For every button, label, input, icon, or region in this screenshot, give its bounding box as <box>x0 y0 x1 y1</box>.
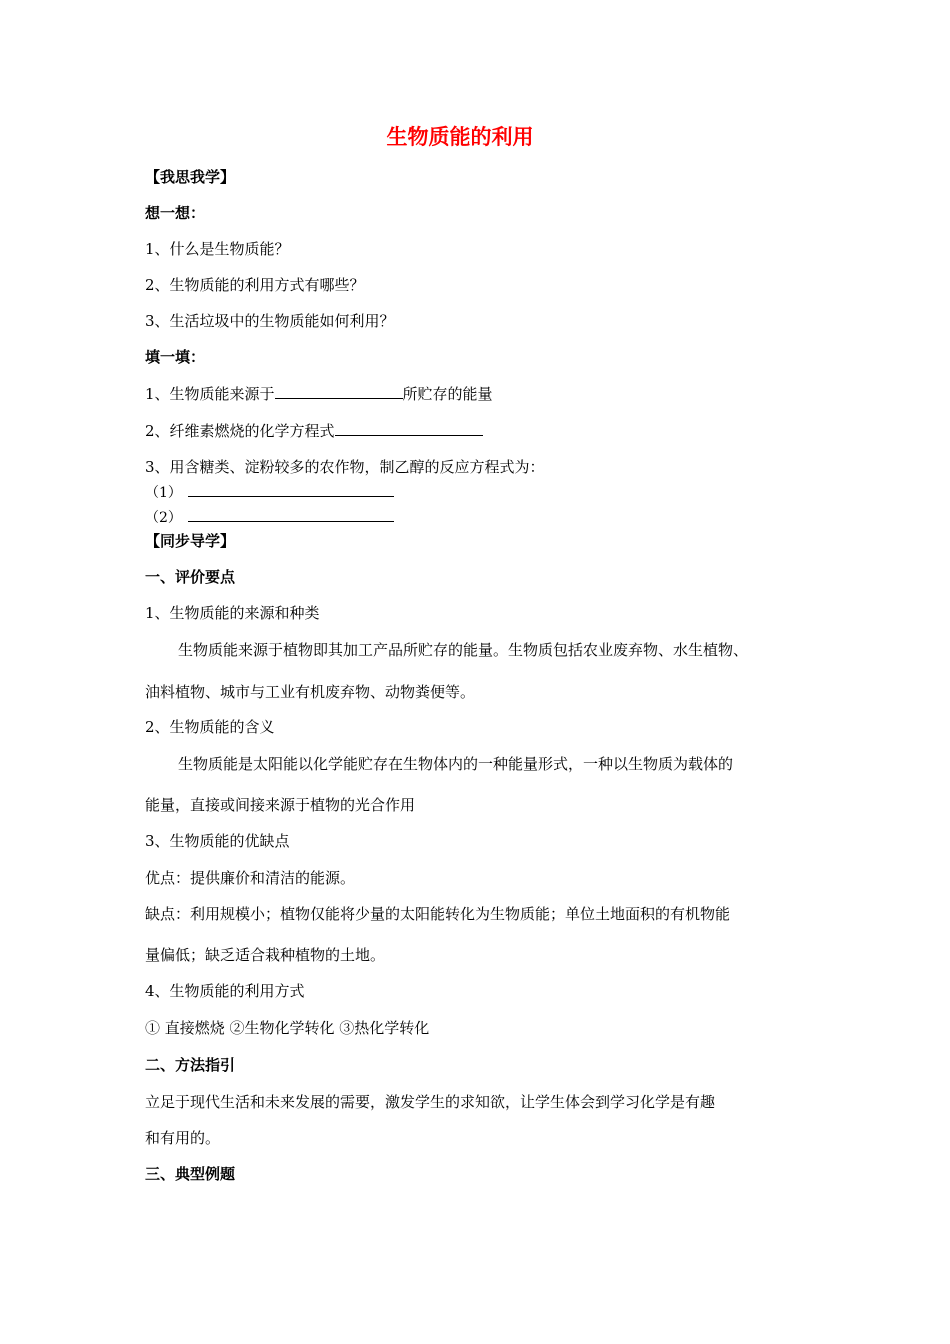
fill-q1-prefix: 1、生物质能来源于 <box>145 385 275 403</box>
part-3-heading: 三、典型例题 <box>145 1165 236 1183</box>
answer-blank[interactable] <box>335 420 483 436</box>
answer-blank[interactable] <box>188 481 394 497</box>
disadvantages-text-line-1: 缺点：利用规模小；植物仅能将少量的太阳能转化为生物质能；单位土地面积的有机物能 <box>145 905 731 923</box>
part-2-label: （2） <box>145 510 182 526</box>
fill-question-3-part-2 <box>145 506 394 528</box>
part-2-text-line-1: 立足于现代生活和未来发展的需要，激发学生的求知欲，让学生体会到学习化学是有趣 <box>145 1093 716 1111</box>
part-2-text-line-2: 和有用的。 <box>145 1129 221 1147</box>
point-2-text-line-1: 生物质能是太阳能以化学能贮存在生物体内的一种能量形式，一种以生物质为载体的 <box>178 755 734 773</box>
point-4-heading: 4、生物质能的利用方式 <box>145 982 305 1000</box>
point-2-heading: 2、生物质能的含义 <box>145 718 275 736</box>
point-1-text-line-1: 生物质能来源于植物即其加工产品所贮存的能量。生物质包括农业废弃物、水生植物、 <box>178 641 749 659</box>
point-1-text-line-2: 油料植物、城市与工业有机废弃物、动物粪便等。 <box>145 683 476 701</box>
point-1-heading: 1、生物质能的来源和种类 <box>145 604 320 622</box>
think-question-3: 3、生活垃圾中的生物质能如何利用？ <box>145 312 395 330</box>
page-title: 生物质能的利用 <box>386 125 534 149</box>
fill-question-1 <box>145 383 493 404</box>
fill-q2-text: 2、纤维素燃烧的化学方程式 <box>145 422 335 440</box>
disadvantages-text-line-2: 量偏低；缺乏适合栽种植物的土地。 <box>145 946 386 964</box>
part-2-heading: 二、方法指引 <box>145 1056 236 1074</box>
advantages-text: 优点：提供廉价和清洁的能源。 <box>145 869 356 887</box>
fill-heading: 填一填： <box>145 348 206 366</box>
section-heading-self-study: 【我思我学】 <box>145 168 236 186</box>
answer-blank[interactable] <box>188 506 394 522</box>
fill-question-3-part-1 <box>145 481 394 503</box>
utilization-methods: ① 直接燃烧 ②生物化学转化 ③热化学转化 <box>145 1019 430 1037</box>
section-heading-sync-study: 【同步导学】 <box>145 532 236 550</box>
fill-q1-suffix: 所贮存的能量 <box>402 385 493 403</box>
think-question-2: 2、生物质能的利用方式有哪些？ <box>145 276 365 294</box>
think-heading: 想一想： <box>145 204 206 222</box>
fill-question-3: 3、用含糖类、淀粉较多的农作物，制乙醇的反应方程式为： <box>145 458 545 476</box>
answer-blank[interactable] <box>275 383 403 399</box>
part-1-heading: 一、评价要点 <box>145 568 236 586</box>
point-2-text-line-2: 能量，直接或间接来源于植物的光合作用 <box>145 796 416 814</box>
think-question-1: 1、什么是生物质能？ <box>145 240 290 258</box>
fill-question-2 <box>145 420 483 441</box>
part-1-label: （1） <box>145 485 182 501</box>
point-3-heading: 3、生物质能的优缺点 <box>145 832 290 850</box>
